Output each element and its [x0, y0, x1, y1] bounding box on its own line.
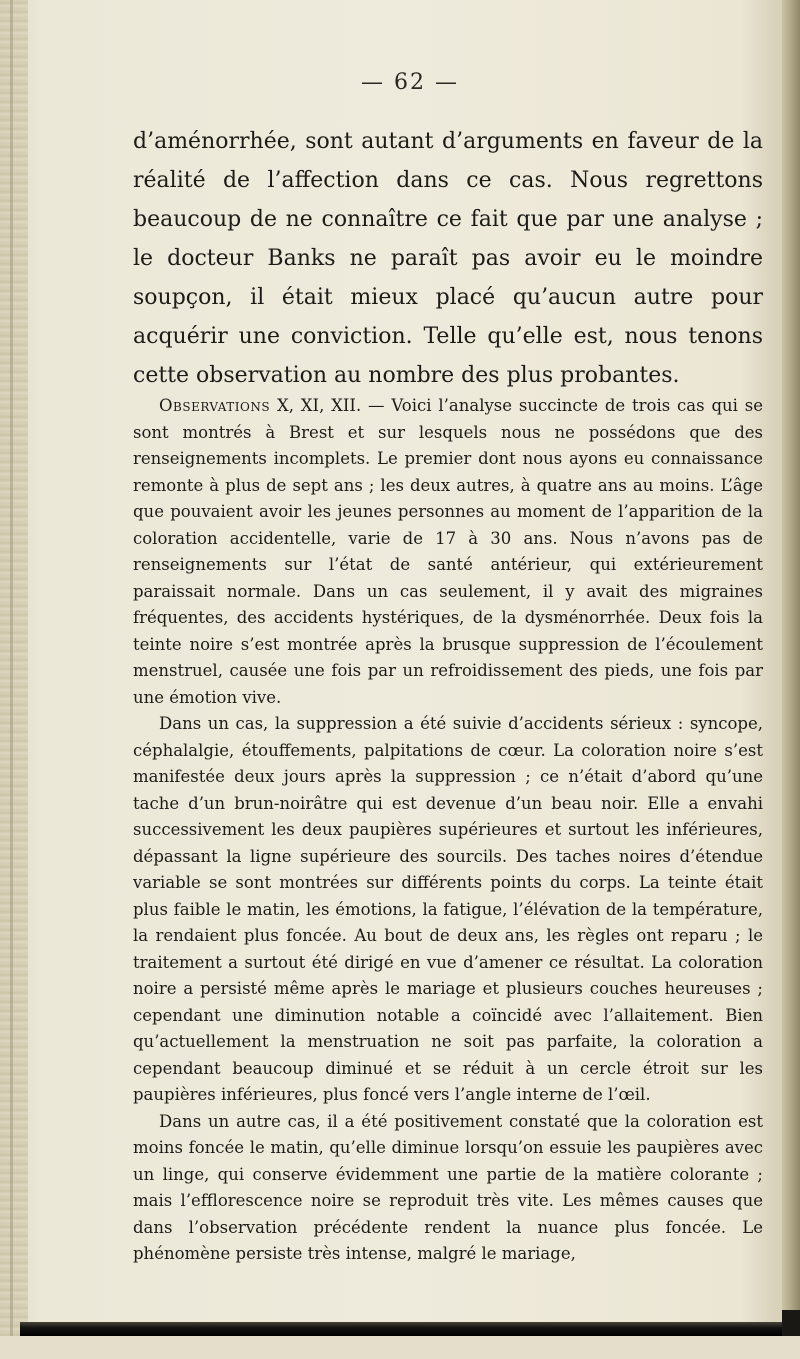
- scan-bottom-margin: [0, 1336, 800, 1359]
- intro-paragraph: d’aménorrhée, sont autant d’arguments en faveur de la réalité de l’affection dans ce cas. Nous regrettons beaucoup de ne connaître ce fait que par une analyse ; le docteur Banks ne paraît pas avoir eu le moindre soupçon, il était mieux placé qu’aucun autre pour acquérir une conviction. Telle qu’elle est, nous tenons cette observation au nombre des plus probantes.: [133, 129, 763, 388]
- page-number: — 62 —: [361, 70, 459, 95]
- observations-paragraph-3: Dans un autre cas, il a été positivement constaté que la coloration est moins foncée le matin, qu’elle diminue lorsqu’on essuie les paupières avec un linge, qui conserve évidemment une partie de la matière colorante ; mais l’efflorescence noire se reproduit très vite. Les mêmes causes que dans l’observation précédente rendent la nuance plus foncée. Le phénomène persiste très intense, malgré le mariage,: [133, 1111, 763, 1263]
- observations-section: [133, 393, 763, 1268]
- binding-line: [10, 0, 13, 1359]
- scan-bottom-shadow: [20, 1322, 800, 1336]
- page-right-edge: [782, 0, 800, 1359]
- binding-edge: [0, 0, 28, 1359]
- observations-numbers: X, XI, XII.: [276, 396, 362, 415]
- observations-heading: Observations: [159, 396, 271, 415]
- observations-paragraph-1: [133, 393, 763, 711]
- observations-paragraph-1-text: — Voici l’analyse succincte de trois cas qui se sont montrés à Brest et sur lesquels nous ne possédons que des renseignements incomplets. Le premier dont nous ayons eu connaissance remonte à plus de sept ans ; les deux autres, à quatre ans au moins. L’âge que pouvaient avoir les jeunes personnes au moment de l’apparition de la coloration accidentelle, varie de 17 à 30 ans. Nous n’avons pas de renseignements sur l’état de santé antérieur, qui extérieurement paraissait normale. Dans un cas seulement, il y avait des migraines fréquentes, des accidents hystériques, de la dysménorrhée. Deux fois la teinte noire s’est montrée après la brusque suppression de l’écoulement menstruel, causée une fois par un refroidissement des pieds, une fois par une émotion vive.: [133, 396, 764, 707]
- observations-paragraph-2: Dans un cas, la suppression a été suivie d’accidents sérieux : syncope, céphalalgie, étouffements, palpitations de cœur. La coloration noire s’est manifestée deux jours après la suppression ; ce n’était d’abord qu’une tache d’un brun-noirâtre qui est devenue d’un beau noir. Elle a envahi successivement les deux paupières supérieures et surtout les inférieures, dépassant la ligne supérieure des sourcils. Des taches noires d’étendue variable se sont montrées sur différents points du corps. La teinte était plus faible le matin, les émotions, la fatigue, l’élévation de la température, la rendaient plus foncée. Au bout de deux ans, les règles ont reparu ; le traitement a surtout été dirigé en vue d’amener ce résultat. La coloration noire a persisté même après le mariage et plusieurs couches heureuses ; cependant une diminution notable a coïncidé avec l’allaitement. Bien qu’actuellement la menstruation ne soit pas parfaite, la coloration a cependant beaucoup diminué et se réduit à un cercle étroit sur les paupières inférieures, plus foncé vers l’angle interne de l’œil.: [133, 714, 763, 1104]
